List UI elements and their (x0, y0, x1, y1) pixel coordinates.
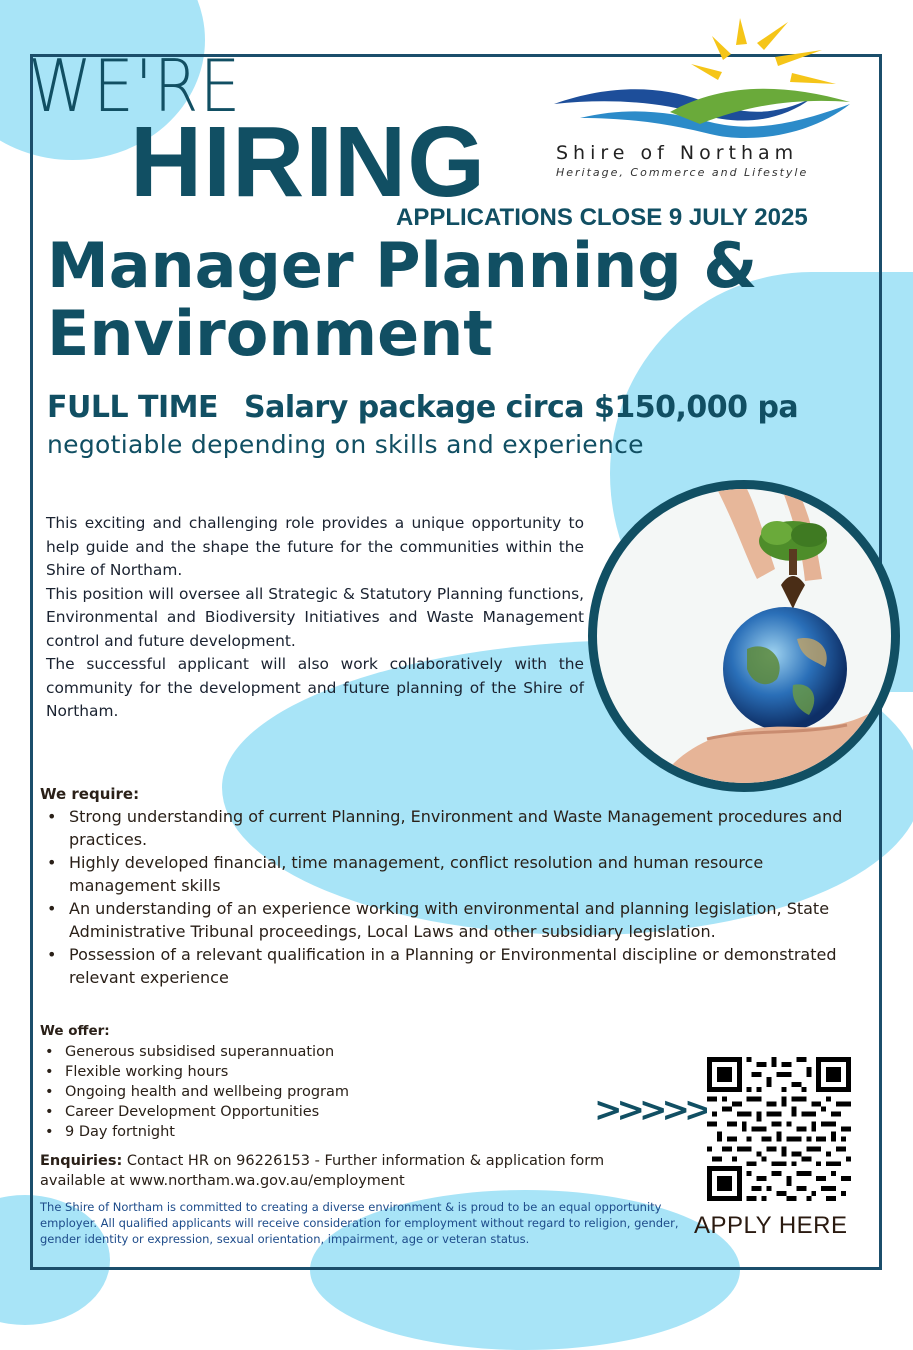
list-item: • Strong understanding of current Planning, Environment and Waste Management procedures and practices. (40, 805, 870, 851)
offer-heading: We offer: (40, 1023, 110, 1039)
qr-code-icon[interactable] (707, 1057, 851, 1201)
requirements-list (40, 805, 870, 989)
hiring-heading: HIRING (130, 106, 486, 218)
description-paragraph: This exciting and challenging role provides a unique opportunity to help guide and the shape the future for the communities within the Shire of Northam. (46, 514, 584, 579)
list-item: • Highly developed financial, time management, conflict resolution and human resource management skills (40, 851, 870, 897)
applications-close-date: APPLICATIONS CLOSE 9 JULY 2025 (396, 204, 808, 231)
enquiries-text: Contact HR on 96226153 - Further information & application form available at www.northam.wa.gov.au/employment (40, 1153, 605, 1189)
description-paragraph: This position will oversee all Strategic & Statutory Planning functions, Environmental and Biodiversity Initiatives and Waste Management control and future development. (46, 584, 584, 650)
list-item: • 9 Day fortnight (40, 1122, 560, 1142)
salary-package: Salary package circa $150,000 pa (244, 390, 799, 425)
salary-negotiable-note: negotiable depending on skills and experience (47, 430, 644, 459)
enquiries-label: Enquiries: (40, 1153, 123, 1169)
sun-rays-icon (691, 18, 836, 84)
enquiries (40, 1151, 640, 1191)
job-title-line-2: Environment (47, 297, 493, 370)
list-item: • Career Development Opportunities (40, 1102, 560, 1122)
job-title-line-1: Manager Planning & (47, 229, 758, 302)
employment-summary (47, 390, 798, 425)
list-item: • Flexible working hours (40, 1062, 560, 1082)
employment-type: FULL TIME (47, 390, 219, 425)
list-item: • Generous subsidised superannuation (40, 1042, 560, 1062)
role-description (46, 512, 584, 724)
description-paragraph: The successful applicant will also work collaboratively with the community for the development and future planning of the Shire of Northam. (46, 655, 584, 720)
were-heading: WE'RE (28, 44, 242, 128)
arrows-icon: >>>>> (594, 1090, 707, 1130)
requirements-heading: We require: (40, 785, 140, 803)
apply-here-label[interactable]: APPLY HERE (694, 1212, 848, 1239)
offer-list (40, 1042, 560, 1142)
list-item: • Possession of a relevant qualification in a Planning or Environmental discipline or demonstrated relevant experience (40, 943, 870, 989)
hands-holding-earth-and-tree-photo (588, 480, 900, 792)
equal-opportunity-statement: The Shire of Northam is committed to creating a diverse environment & is proud to be an equal opportunity employer. All qualified applicants will receive consideration for employment without regard to religion, gender, gender identity or expression, sexual orientation, impairment, age or veteran status. (40, 1200, 679, 1246)
list-item: • Ongoing health and wellbeing program (40, 1082, 560, 1102)
logo-tagline: Heritage, Commerce and Lifestyle (556, 166, 809, 179)
list-item: • An understanding of an experience working with environmental and planning legislation, State Administrative Tribunal proceedings, Local Laws and other subsidiary legislation. (40, 897, 870, 943)
job-title (47, 229, 758, 370)
logo-name: Shire of Northam (556, 142, 799, 164)
